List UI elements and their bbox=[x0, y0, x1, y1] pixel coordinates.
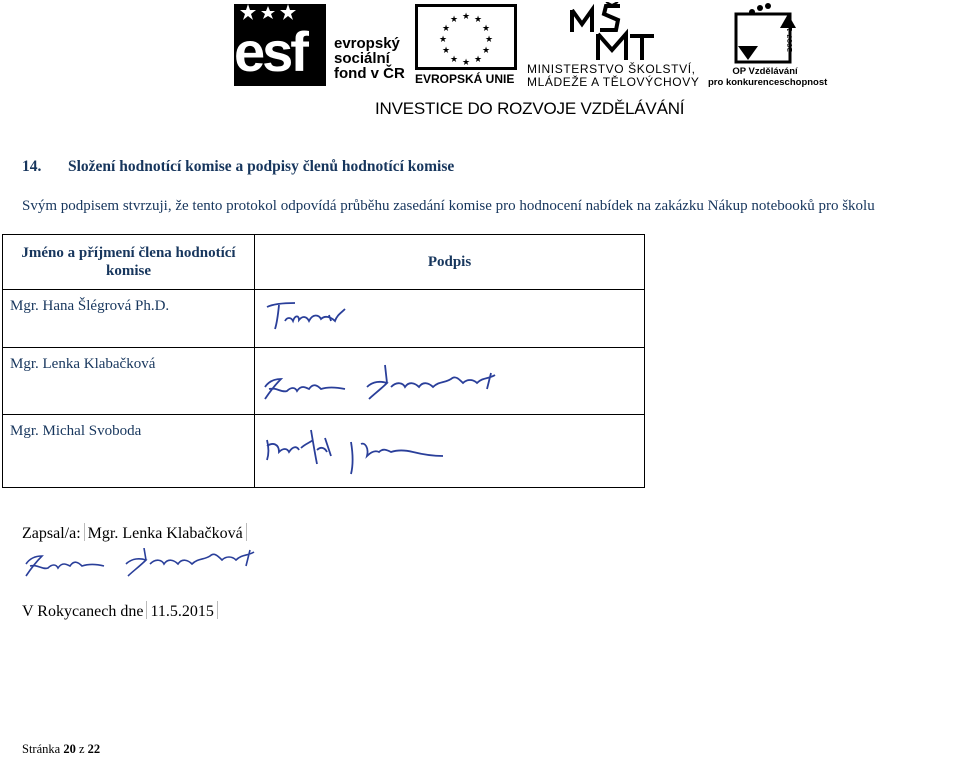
svg-text:★: ★ bbox=[484, 35, 494, 45]
op-logo-icon bbox=[730, 2, 802, 64]
recorded-by bbox=[22, 523, 250, 542]
signature-cell bbox=[255, 348, 645, 415]
member-name: Mgr. Hana Šlégrová Ph.D. bbox=[3, 290, 255, 348]
esf-mark: esf bbox=[234, 20, 306, 83]
table-header-row bbox=[3, 235, 645, 290]
tagline: INVESTICE DO ROZVOJE VZDĚLÁVÁNÍ bbox=[375, 99, 685, 118]
signature-image bbox=[255, 295, 645, 343]
logo-bar bbox=[0, 0, 960, 125]
svg-text:★: ★ bbox=[449, 55, 459, 65]
table-row bbox=[3, 290, 645, 348]
field-marker bbox=[217, 601, 218, 619]
msmt-caption: MINISTERSTVO ŠKOLSTVÍ, MLÁDEŽE A TĚLOVÝCHOVY bbox=[527, 62, 700, 89]
member-name: Mgr. Lenka Klabačková bbox=[3, 348, 255, 415]
svg-text:★: ★ bbox=[461, 12, 471, 22]
field-marker bbox=[246, 523, 247, 541]
esf-caption: evropský sociální fond v ČR bbox=[334, 35, 405, 82]
svg-text:★: ★ bbox=[481, 24, 491, 34]
recorded-name: Mgr. Lenka Klabačková bbox=[87, 525, 243, 542]
op-years: 2007-13 bbox=[786, 22, 794, 52]
member-name: Mgr. Michal Svoboda bbox=[3, 415, 255, 488]
page-total: 22 bbox=[87, 742, 101, 756]
section-number: 14. bbox=[22, 158, 42, 175]
field-marker bbox=[84, 523, 85, 541]
place-date bbox=[22, 601, 221, 620]
msmt-logo-icon bbox=[568, 2, 658, 62]
page-number: 20 bbox=[63, 742, 76, 756]
svg-text:★: ★ bbox=[473, 55, 483, 65]
recorder-signature-image bbox=[22, 548, 267, 584]
svg-text:★: ★ bbox=[441, 46, 451, 56]
place-label: V Rokycanech dne bbox=[22, 603, 144, 620]
section-title: Složení hodnotící komise a podpisy členů hodnotící komise bbox=[68, 158, 455, 175]
svg-text:★: ★ bbox=[473, 15, 483, 25]
recorded-label: Zapsal/a: bbox=[22, 525, 81, 542]
eu-caption: EVROPSKÁ UNIE bbox=[415, 72, 515, 86]
signature-image bbox=[255, 353, 645, 409]
svg-text:★: ★ bbox=[438, 35, 448, 45]
page-footer: Stránka 20 z 22 bbox=[22, 742, 101, 756]
table-row bbox=[3, 348, 645, 415]
svg-text:★: ★ bbox=[481, 46, 491, 56]
signature-image bbox=[255, 420, 645, 482]
signature-cell bbox=[255, 290, 645, 348]
op-caption: OP Vzdělávání pro konkurenceschopnost bbox=[708, 66, 828, 88]
field-marker bbox=[146, 601, 147, 619]
statement-text: Svým podpisem stvrzuji, že tento protokol odpovídá průběhu zasedání komise pro hodnocení nabídek na zakázku Nákup notebooků pro školu bbox=[22, 198, 875, 214]
header-signature: Podpis bbox=[255, 235, 645, 290]
committee-table bbox=[2, 234, 645, 488]
header-name: Jméno a příjmení člena hodnotící komise bbox=[3, 235, 255, 290]
section-heading bbox=[22, 159, 454, 175]
svg-text:★: ★ bbox=[441, 24, 451, 34]
svg-text:★: ★ bbox=[449, 15, 459, 25]
date-value: 11.5.2015 bbox=[150, 603, 214, 620]
eu-flag-icon bbox=[415, 4, 517, 70]
signature-cell bbox=[255, 415, 645, 488]
svg-text:★: ★ bbox=[461, 58, 471, 67]
table-row bbox=[3, 415, 645, 488]
